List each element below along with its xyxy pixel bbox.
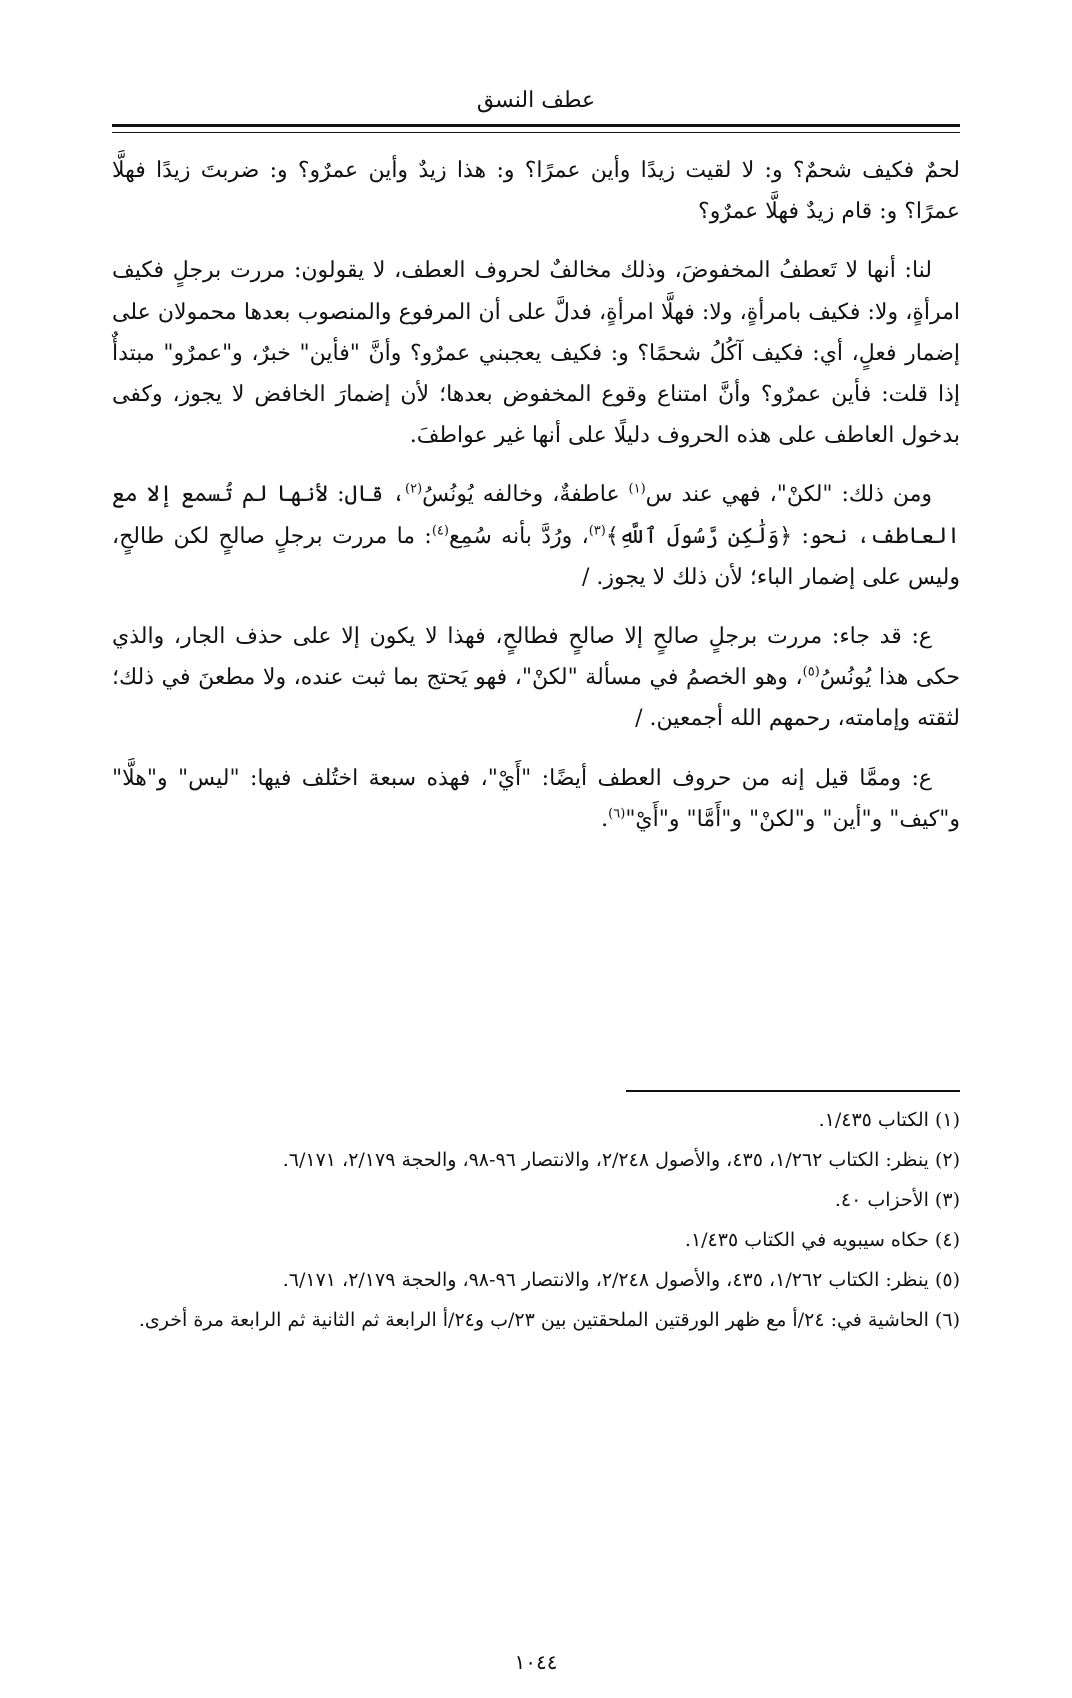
footnote-ref[interactable]: (٦): [608, 806, 626, 822]
text-run: ع: وممَّا قيل إنه من حروف العطف أيضًا: "أَيْ"، فهذه سبعة اختُلف فيها: "ليس" و"هلَّا" و"كيف" و"أين" و"لكنْ" و"أَمَّا" و"أَيْ": [112, 765, 960, 832]
text-run: ، وهو الخصمُ في مسألة "لكنْ"، فهو يَحتج بما ثبت عنده، ولا مطعنَ في ذلك؛ لثقته وإمامته، رحمهم الله أجمعين. /: [112, 665, 960, 732]
footnote-4: (٤) حكاه سيبويه في الكتاب ١/٤٣٥.: [684, 1229, 960, 1251]
text-run: ومن ذلك: "لكنْ"، فهي عند س: [645, 482, 932, 508]
footnotes: [112, 1100, 960, 1340]
paragraph-ain-1: [112, 616, 960, 740]
page-number: ١٠٤٤: [514, 1650, 558, 1674]
paragraph-lana: لنا: أنها لا تَعطفُ المخفوضَ، وذلك مخالفٌ لحروف العطف، لا يقولون: مررت برجلٍ فكيف امرأةٍ، ولا: فكيف بامرأةٍ، ولا: فهلَّا امرأةٍ، فدلَّ على أن المرفوع والمنصوب بعدها محمولان على إضمار فعلٍ، أي: فكيف آكُلُ شحمًا؟ و: فكيف يعجبني عمرٌو؟ وأنَّ "فأين" خبرٌ، و"عمرٌو" مبتدأٌ إذا قلت: فأين عمرٌو؟ وأنَّ امتناع وقوع المخفوض بعدها؛ لأن إضمارَ الخافض لا يجوز، وكفى بدخول العاطف على هذه الحروف دليلًا على أنها غير عواطفَ.: [112, 258, 960, 449]
footnote-ref[interactable]: (٥): [802, 664, 820, 680]
footnote-2: (٢) ينظر: الكتاب ١/٢٦٢، ٤٣٥، والأصول ٢/٢٤٨، والانتصار ٩٦-٩٨، والحجة ٢/١٧٩، ٦/١٧١.: [282, 1149, 960, 1171]
paragraph-continuation: لحمٌ فكيف شحمٌ؟ و: لا لقيت زيدًا وأين عمرًا؟ و: هذا زيدٌ وأين عمرٌو؟ و: ضربتَ زيدًا فهلَّا عمرًا؟ و: قام زيدٌ فهلَّا عمرٌو؟: [112, 158, 960, 225]
footnote-ref[interactable]: (٢): [405, 482, 423, 498]
footnote-separator: [626, 1090, 960, 1092]
paragraph-ain-2: [112, 758, 960, 840]
footnote-ref[interactable]: (٤): [431, 523, 449, 539]
main-text: [112, 150, 960, 858]
text-run: عاطفةٌ، وخالفه يُونُسُ: [422, 482, 629, 508]
paragraph-lakin: [112, 474, 960, 598]
footnote-ref[interactable]: (١): [628, 482, 646, 498]
header-rule-thin: [112, 132, 960, 133]
header-rule-thick: [112, 124, 960, 127]
footnote-3: (٣) الأحزاب ٤٠.: [834, 1189, 960, 1211]
text-run: ع: قد جاء: مررت برجلٍ صالحٍ إلا صالحٍ فطالحٍ، فهذا لا يكون إلا على حذف الجار، والذي حكى هذا يُونُسُ: [112, 624, 960, 691]
footnote-1: (١) الكتاب ١/٤٣٥.: [818, 1109, 960, 1131]
text-run: : ما مررت برجلٍ صالحٍ لكن طالحٍ، وليس على إضمار الباء؛ لأن ذلك لا يجوز. /: [112, 523, 960, 590]
text-run: ، ورُدَّ بأنه سُمِع: [448, 523, 589, 549]
text-run: ، قال: لأنها لم تُسمع إلا مع العاطف، نحو: ﴿وَلَٰكِن رَّسُولَ ٱللَّهِ﴾: [112, 482, 960, 549]
text-run: .: [601, 806, 609, 832]
footnote-5: (٥) ينظر: الكتاب ١/٢٦٢، ٤٣٥، والأصول ٢/٢٤٨، والانتصار ٩٦-٩٨، والحجة ٢/١٧٩، ٦/١٧١.: [282, 1269, 960, 1291]
footnote-6: (٦) الحاشية في: ٢٤/أ مع ظهر الورقتين الملحقتين بين ٢٣/ب و٢٤/أ الرابعة ثم الثانية ثم الرابعة مرة أخرى.: [138, 1309, 960, 1331]
footnote-ref[interactable]: (٣): [588, 523, 606, 539]
running-head: عطف النسق: [476, 88, 596, 113]
